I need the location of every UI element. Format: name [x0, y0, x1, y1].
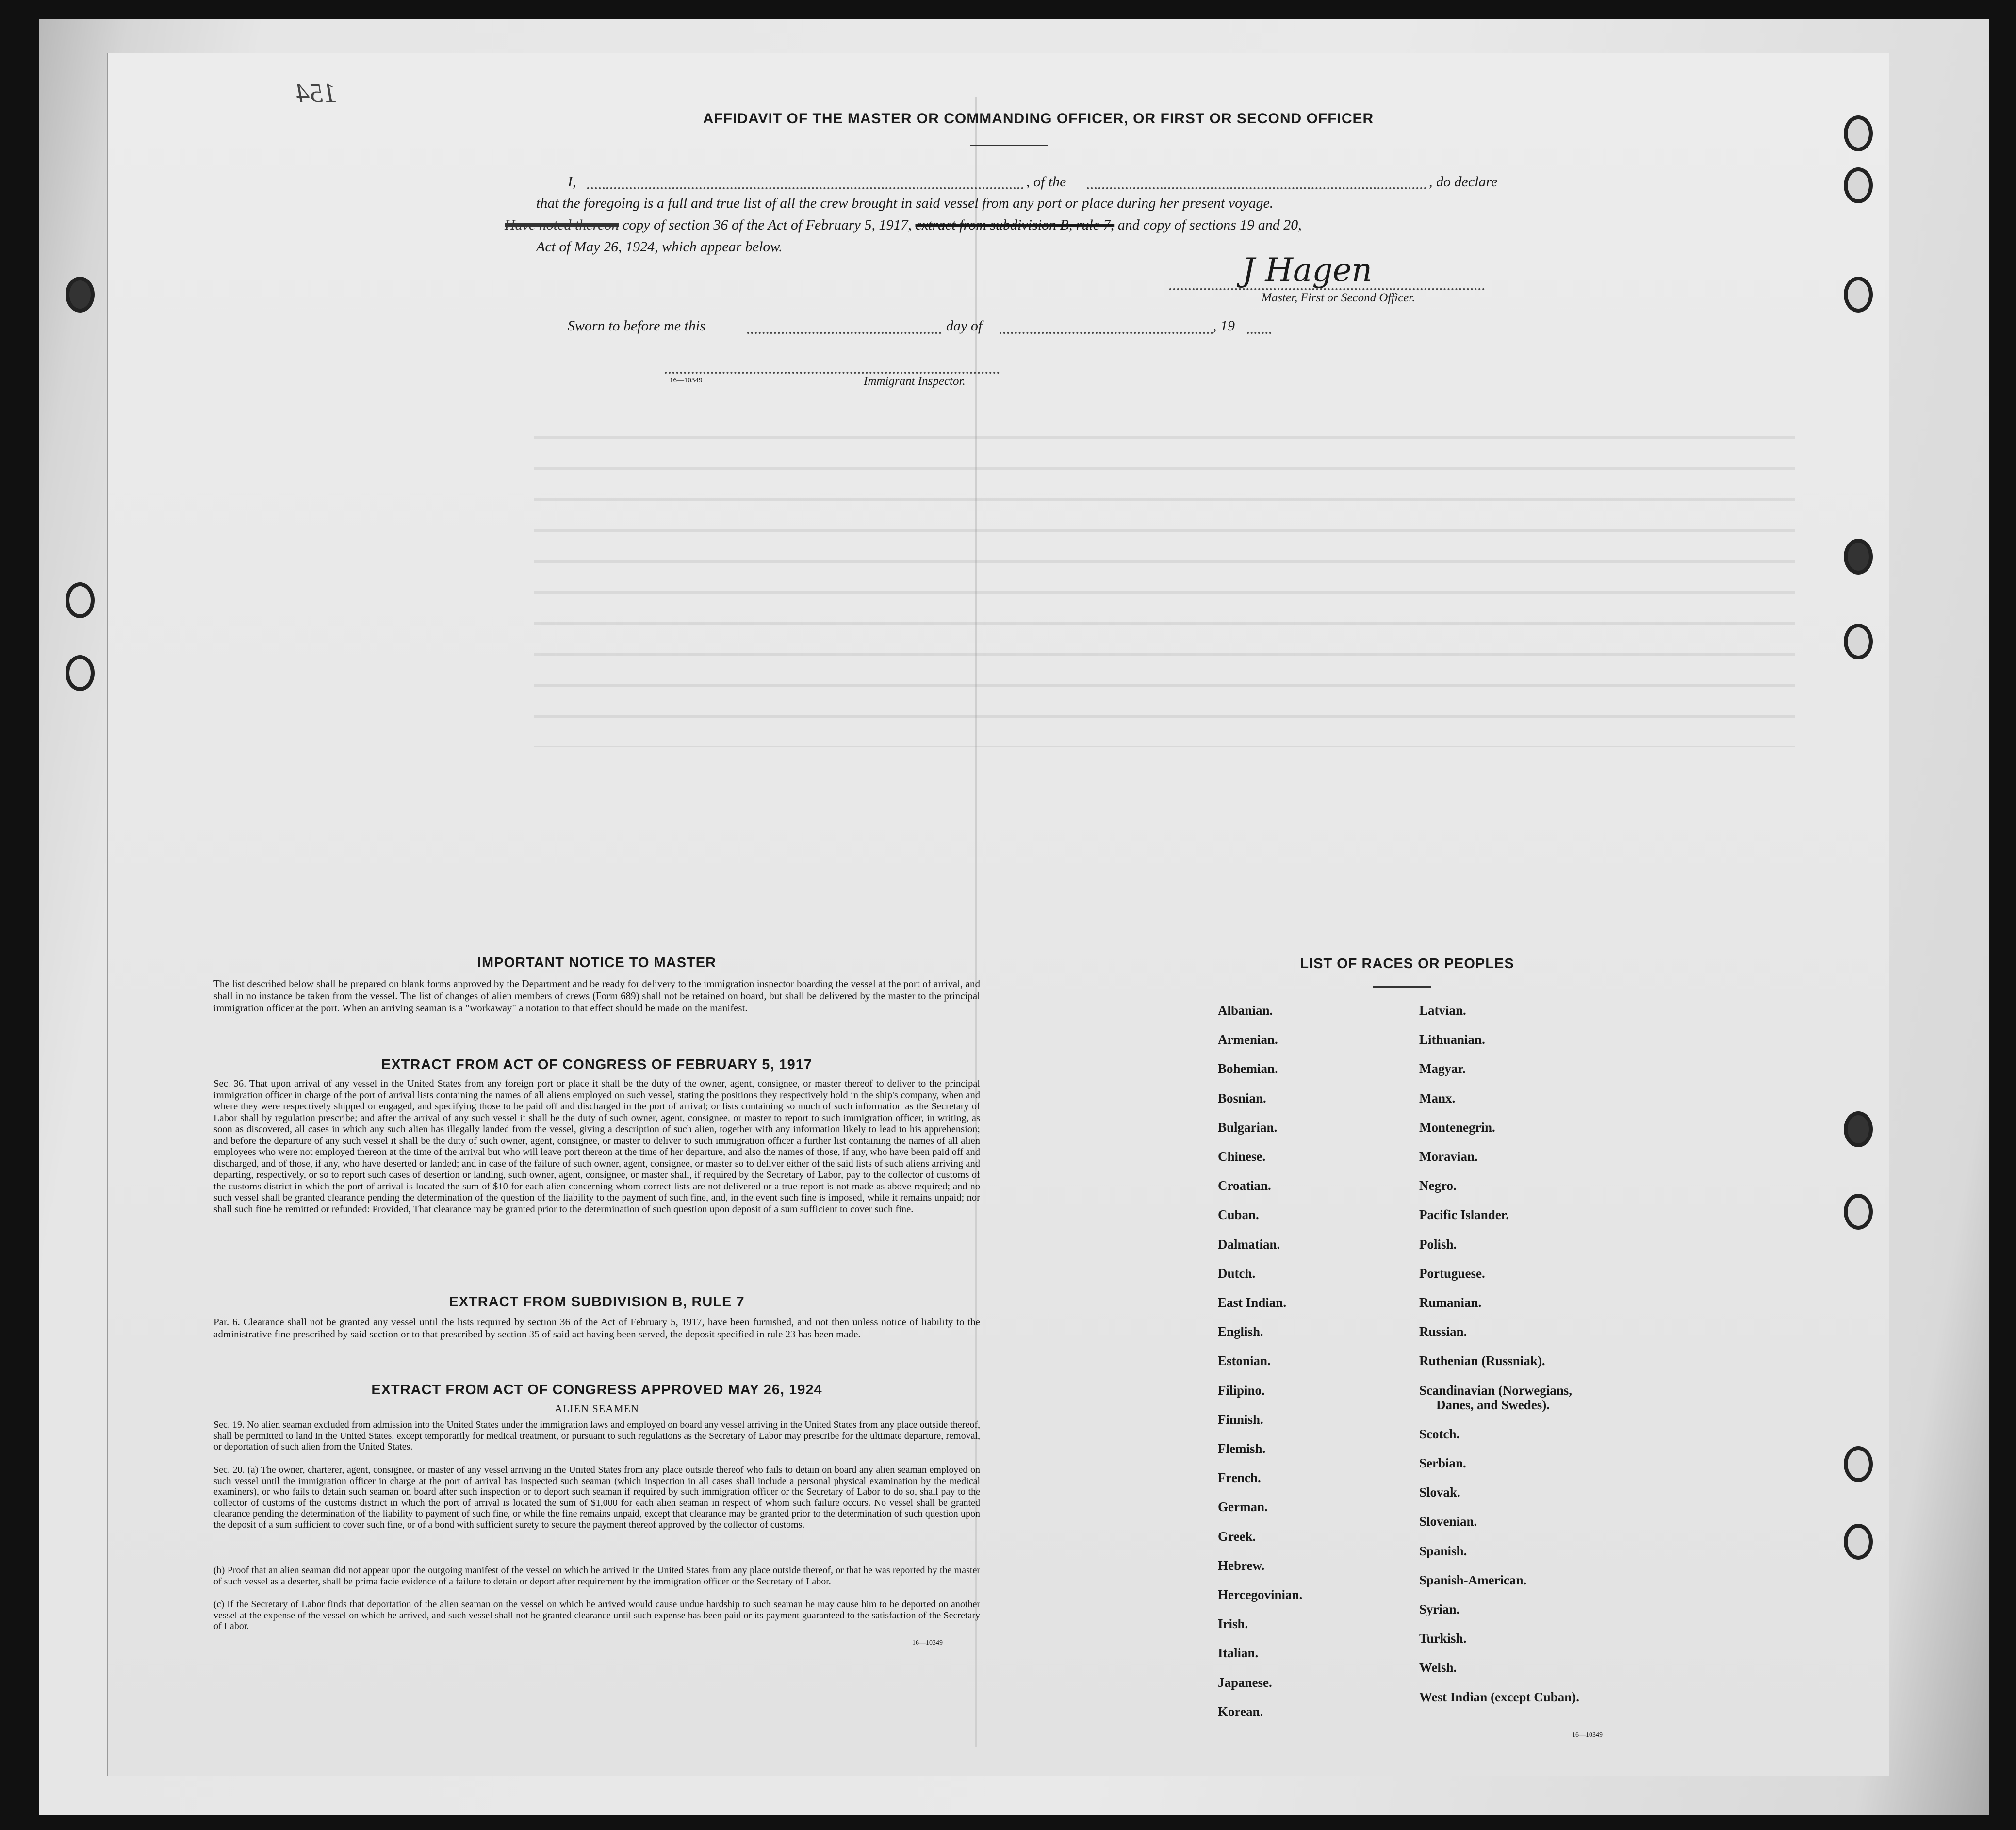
binder-hole-icon [1844, 277, 1873, 313]
race-entry: French. [1218, 1470, 1261, 1485]
race-entry: Scotch. [1419, 1426, 1460, 1441]
form-number: 16—10349 [670, 377, 703, 384]
inspector-caption: Immigrant Inspector. [864, 375, 966, 388]
race-entry: Turkish. [1419, 1631, 1467, 1646]
title-divider [970, 145, 1048, 146]
sec-20a-body: Sec. 20. (a) The owner, charterer, agent, consignee, or master of any vessel arriving in the United States from any place outside thereof who fails to detain on board any alien seaman employed on such vessel until the immigration officer in charge at the port of arrival has inspected such seaman (which inspection in all cases shall include a personal physical examination by the medical examiners), or who fails to detain such seaman on board after such inspection or to deport such seaman if required by such immigration officer or the Secretary of Labor to do so, shall pay to the collector of customs of the customs district in which the port of arrival is located the sum of $1,000 for each alien seaman in respect of whom such failure occurs. No vessel shall be granted clearance pending the determination of the liability to payment of such fine, or while the fine remains unpaid, except that clearance may be granted prior to the determination of such question upon the deposit of a sum sufficient to cover such fine, or of a bond with sufficient surety to secure the payment thereof approved by the collector of customs. [213, 1465, 980, 1530]
race-entry: Ruthenian (Russniak). [1419, 1353, 1545, 1368]
affidavit-i: I, [568, 174, 576, 190]
race-entry: Manx. [1419, 1090, 1456, 1105]
extract-1924-title: EXTRACT FROM ACT OF CONGRESS APPROVED MAY 26, 1924 [371, 1382, 822, 1398]
binder-hole-icon [1844, 1194, 1873, 1230]
race-entry: Syrian. [1419, 1602, 1460, 1616]
race-entry: Croatian. [1218, 1178, 1271, 1193]
binder-hole-icon [66, 277, 95, 313]
struck-text: Have noted thereon [505, 217, 619, 233]
affidavit-of-the: , of the [1026, 174, 1066, 190]
race-entry: Filipino. [1218, 1383, 1265, 1398]
binder-hole-icon [1844, 624, 1873, 659]
race-entry: Welsh. [1419, 1660, 1457, 1675]
race-entry: Greek. [1218, 1529, 1256, 1544]
race-entry: Albanian. [1218, 1003, 1273, 1018]
extract-rule7-body: Par. 6. Clearance shall not be granted any vessel until the lists required by section 36 of the Act of February 5, 1917, have been furnished, and not then unless notice of liability to the administrative fine prescribed by said section or to that prescribed by section 35 of said act having been served, the deposit specified in rule 23 has been made. [213, 1316, 980, 1340]
race-entry: Japanese. [1218, 1675, 1272, 1690]
race-entry: East Indian. [1218, 1295, 1287, 1310]
race-entry: West Indian (except Cuban). [1419, 1689, 1580, 1704]
race-entry: Latvian. [1419, 1003, 1466, 1018]
races-title: LIST OF RACES OR PEOPLES [1300, 956, 1514, 972]
affidavit-line-4: Act of May 26, 1924, which appear below. [536, 239, 783, 255]
binder-hole-icon [1844, 1111, 1873, 1147]
race-entry: Negro. [1419, 1178, 1457, 1193]
race-entry: Bosnian. [1218, 1090, 1266, 1105]
inspector-line [665, 372, 1000, 374]
year-label: , 19 [1213, 318, 1235, 334]
race-entry: Rumanian. [1419, 1295, 1482, 1310]
extract-1917-body: Sec. 36. That upon arrival of any vessel in the United States from any foreign port or place it shall be the duty of the owner, agent, consignee, or master thereof to deliver to the principal immigration officer in charge of the port of arrival lists containing the names of all aliens employed on such vessel, stating the positions they respectively hold in the ship's company, when and where they were respectively shipped or engaged, and specifying those to be paid off and discharged in the port of arrival; or lists containing so much of such information as the Secretary of Labor shall by regulation prescribe; and after the arrival of any such vessel it shall be the duty of such owner, agent, consignee, or master to report to such immigration officer, in writing, as soon as discovered, all cases in which any such alien has illegally landed from the vessel, giving a description of such alien, together with any information likely to lead to his apprehension; and before the departure of any such vessel it shall be the duty of such owner, agent, consignee, or master to deliver to such immigration officer a further list containing the names of all alien employees who were not employed thereon at the time of the arrival but who will leave port thereon at the time of her departure, and also the names of those, if any, who have been paid off and discharged, and of those, if any, who have deserted or landed; and in case of the failure of such owner, agent, consignee, or master so to deliver either of the said lists of such aliens arriving and departing, respectively, or so to report such cases of desertion or landing, such owner, agent, consignee, or master shall, if required by the Secretary of Labor, pay to the collector of customs of the customs district in which the port of arrival is located the sum of $10 for each alien concerning whom correct lists are not delivered or a true report is not made as above required; and no such vessel shall be granted clearance pending the determination of the question of the liability to the payment of such fine, and, in the event such fine is imposed, while it remains unpaid; nor shall such fine be remitted or refunded: Provided, That clearance may be granted prior to the determination of such question upon deposit of a sum sufficient to cover such fine. [213, 1078, 980, 1215]
binder-hole-icon [1844, 1446, 1873, 1482]
binder-hole-icon [66, 582, 95, 618]
race-entry: Polish. [1419, 1236, 1457, 1252]
race-entry: German. [1218, 1500, 1268, 1515]
race-entry: Moravian. [1419, 1149, 1478, 1164]
race-entry: Irish. [1218, 1616, 1248, 1632]
race-entry: Portuguese. [1419, 1266, 1485, 1281]
notice-body: The list described below shall be prepared on blank forms approved by the Department and be ready for delivery to the immigration inspector boarding the vessel at the port of arrival, and shall in no instance be taken from the vessel. The list of changes of alien members of crews (Form 689) shall not be retained on board, but shall be delivered by the master to the principal immigration officer at the port. When an arriving seaman is a "workaway" a notation to that effect should be made on the manifest. [213, 978, 980, 1014]
race-entry: English. [1218, 1324, 1263, 1339]
race-entry: Estonian. [1218, 1353, 1271, 1368]
binder-hole-icon [66, 655, 95, 691]
extract-1917-title: EXTRACT FROM ACT OF CONGRESS OF FEBRUARY 5, 1917 [381, 1057, 813, 1072]
binder-hole-icon [1844, 539, 1873, 575]
race-entry: Finnish. [1218, 1412, 1263, 1427]
form-number: 16—10349 [912, 1639, 943, 1647]
notice-title: IMPORTANT NOTICE TO MASTER [477, 955, 717, 971]
binder-hole-icon [1844, 115, 1873, 151]
affidavit-line-2: that the foregoing is a full and true list of all the crew brought in said vessel from any port or place during her present voyage. [536, 195, 1274, 211]
race-entry: Italian. [1218, 1646, 1259, 1661]
binder-hole-icon [1844, 1524, 1873, 1560]
race-entry: Bulgarian. [1218, 1120, 1278, 1135]
bleed-through-area [534, 408, 1795, 747]
race-entry: Magyar. [1419, 1061, 1466, 1076]
year-blank [1247, 332, 1271, 334]
sec-20c-body: (c) If the Secretary of Labor finds that deportation of the alien seaman on the vessel on which he arrived would cause undue hardship to such seaman he may cause him to be deported on another vessel at the expense of the vessel on which he arrived, and such vessel shall not be granted clearance until such expense has been paid or its payment guaranteed to the satisfaction of the Secretary of Labor. [213, 1599, 980, 1632]
name-blank [587, 187, 1024, 189]
race-entry: Hercegovinian. [1218, 1587, 1303, 1602]
affidavit-line-3: copy of section 36 of the Act of February 5, 1917, [622, 217, 912, 233]
rank-blank [1087, 187, 1426, 189]
extract-rule7-title: EXTRACT FROM SUBDIVISION B, RULE 7 [449, 1294, 745, 1310]
race-entry: Slovenian. [1419, 1514, 1477, 1529]
race-entry: Dutch. [1218, 1266, 1256, 1281]
race-entry: Armenian. [1218, 1032, 1278, 1047]
signature-line [1169, 288, 1485, 290]
races-divider [1373, 986, 1431, 988]
month-blank [1000, 332, 1213, 334]
sworn-label: Sworn to before me this [568, 318, 705, 334]
signature-caption: Master, First or Second Officer. [1262, 291, 1415, 304]
sec-19-body: Sec. 19. No alien seaman excluded from admission into the United States under the immigration laws and employed on board any vessel arriving in the United States from any place outside thereof, shall be permitted to land in the United States, except temporarily for medical treatment, or pursuant to such regulations as the Secretary of Labor may prescribe for the ultimate departure, removal, or deportation of such alien from the United States. [213, 1419, 980, 1452]
race-entry: Danes, and Swedes). [1436, 1397, 1550, 1412]
race-entry: Korean. [1218, 1704, 1263, 1719]
race-entry: Slovak. [1419, 1485, 1460, 1500]
race-entry: Flemish. [1218, 1441, 1266, 1456]
race-entry: Scandinavian (Norwegians, [1419, 1383, 1573, 1398]
race-entry: Bohemian. [1218, 1061, 1278, 1076]
affidavit-do-declare: , do declare [1429, 174, 1498, 190]
binder-hole-icon [1844, 167, 1873, 203]
sec-20b-body: (b) Proof that an alien seaman did not appear upon the outgoing manifest of the vessel on which he arrived in the United States from any place outside thereof, or that he was reported by the master of such vessel as a deserter, shall be prima facie evidence of a failure to detain or deport after requirement by the immigration officer or the Secretary of Labor. [213, 1565, 980, 1587]
race-entry: Russian. [1419, 1324, 1467, 1339]
race-entry: Dalmatian. [1218, 1236, 1280, 1252]
sworn-day-blank [747, 332, 941, 334]
day-of-label: day of [946, 318, 983, 334]
race-entry: Cuban. [1218, 1207, 1259, 1222]
handwritten-signature: J Hagen [1242, 251, 1373, 289]
race-entry: Hebrew. [1218, 1558, 1265, 1573]
affidavit-line-3-end: and copy of sections 19 and 20, [1117, 217, 1302, 233]
form-number: 16—10349 [1572, 1731, 1603, 1739]
race-entry: Lithuanian. [1419, 1032, 1485, 1047]
struck-text-2: extract from subdivision B, rule 7, [915, 217, 1115, 233]
handwritten-page-number: 154 [296, 78, 337, 108]
race-entry: Spanish-American. [1419, 1572, 1527, 1587]
alien-seamen-subtitle: ALIEN SEAMEN [555, 1402, 639, 1415]
race-entry: Serbian. [1419, 1456, 1466, 1470]
race-entry: Spanish. [1419, 1543, 1467, 1558]
affidavit-title: AFFIDAVIT OF THE MASTER OR COMMANDING OFFICER, OR FIRST OR SECOND OFFICER [703, 111, 1374, 127]
race-entry: Chinese. [1218, 1149, 1266, 1164]
race-entry: Pacific Islander. [1419, 1207, 1509, 1222]
race-entry: Montenegrin. [1419, 1120, 1495, 1135]
